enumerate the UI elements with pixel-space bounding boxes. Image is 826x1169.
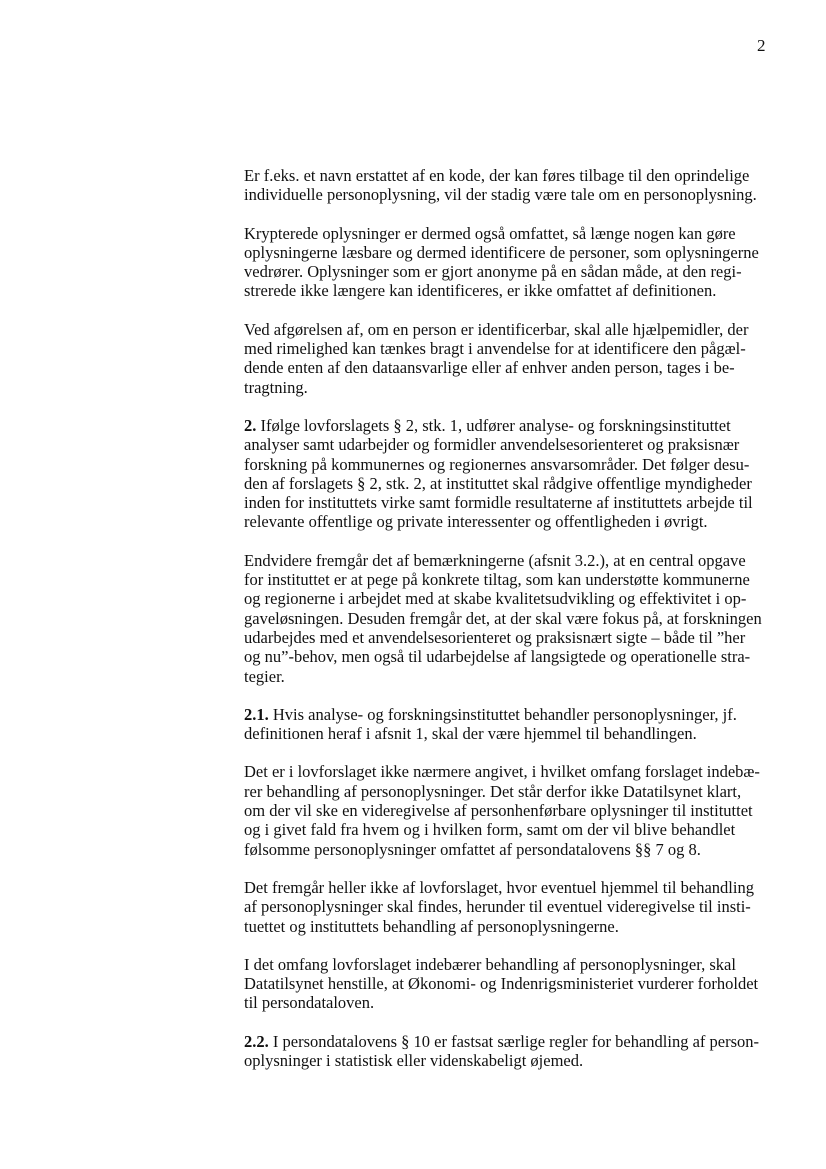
text-line: strerede ikke længere kan identificeres, er ikke omfattet af definitionen. [244,281,717,301]
text-line [244,705,774,724]
text-line: for instituttet er at pege på konkrete tiltag, som kan understøtte kommunerne [244,570,750,590]
document-body [244,166,774,1089]
paragraph [244,320,774,397]
paragraph [244,878,774,936]
text-run: Hvis analyse- og forskningsinstituttet behandler personoplysninger, jf. [268,704,737,724]
text-line: Er f.eks. et navn erstattet af en kode, der kan føres tilbage til den oprindelige [244,166,750,185]
text-line [244,1032,774,1051]
text-line: om der vil ske en videregivelse af personhenførbare oplysninger til instituttet [244,801,753,821]
paragraph [244,224,774,301]
text-line: tragtning. [244,377,308,397]
text-line: oplysningerne læsbare og dermed identificere de personer, som oplysningerne [244,242,759,262]
text-line: dende enten af den dataansvarlige eller af enhver anden person, tages i be- [244,358,735,378]
section-number: 2. [244,415,257,435]
text-line: Ved afgørelsen af, om en person er identificerbar, skal alle hjælpemidler, der [244,319,749,339]
text-line: Det er i lovforslaget ikke nærmere angivet, i hvilket omfang forslaget indebæ- [244,762,760,782]
text-line: Krypterede oplysninger er dermed også omfattet, så længe nogen kan gøre [244,223,736,243]
section-number: 2.1. [244,704,269,724]
paragraph [244,166,774,205]
text-line: af personoplysninger skal findes, herunder til eventuel videregivelse til insti- [244,897,751,917]
text-line: oplysninger i statistisk eller videnskabeligt øjemed. [244,1050,584,1070]
text-line: individuelle personoplysning, vil der stadig være tale om en personoplysning. [244,185,757,205]
paragraph [244,955,774,1013]
text-line: Datatilsynet henstille, at Økonomi- og Indenrigsministeriet vurderer forholdet [244,974,759,994]
text-line: udarbejdes med et anvendelsesorienteret og praksisnært sigte – både til ”her [244,627,746,647]
text-line: og regionerne i arbejdet med at skabe kvalitetsudvikling og effektivitet i op- [244,589,747,609]
text-line: vedrører. Oplysninger som er gjort anonyme på en sådan måde, at den regi- [244,262,742,282]
text-line: Endvidere fremgår det af bemærkningerne (afsnit 3.2.), at en central opgave [244,550,746,570]
text-line: den af forslagets § 2, stk. 2, at instituttet skal rådgive offentlige myndigheder [244,473,752,493]
text-line: tegier. [244,666,285,686]
text-line: og i givet fald fra hvem og i hvilken form, samt om der vil blive behandlet [244,820,736,840]
text-line: til persondataloven. [244,993,375,1013]
text-line: og nu”-behov, men også til udarbejdelse af langsigtede og operationelle stra- [244,647,751,667]
section-2-2-paragraph [244,1032,774,1071]
text-line: følsomme personoplysninger omfattet af persondatalovens §§ 7 og 8. [244,839,701,859]
text-line [244,416,774,435]
text-line: analyser samt udarbejder og formidler anvendelsesorienteret og praksisnær [244,435,740,455]
text-run: Ifølge lovforslagets § 2, stk. 1, udfører analyse- og forskningsinstituttet [256,415,731,435]
page-number: 2 [757,36,766,55]
text-run: I persondatalovens § 10 er fastsat særlige regler for behandling af person- [268,1031,760,1051]
section-2-paragraph [244,416,774,532]
text-line: relevante offentlige og private interessenter og offentligheden i øvrigt. [244,512,708,532]
text-line: inden for instituttets virke samt formidle resultaterne af instituttets arbejde til [244,493,753,513]
paragraph [244,551,774,686]
text-line: definitionen heraf i afsnit 1, skal der være hjemmel til behandlingen. [244,724,697,744]
text-line: tuettet og instituttets behandling af personoplysningerne. [244,916,619,936]
text-line: Det fremgår heller ikke af lovforslaget, hvor eventuel hjemmel til behandling [244,877,754,897]
text-line: forskning på kommunernes og regionernes ansvarsområder. Det følger desu- [244,454,750,474]
paragraph [244,762,774,858]
text-line: I det omfang lovforslaget indebærer behandling af personoplysninger, skal [244,954,736,974]
section-number: 2.2. [244,1031,269,1051]
text-line: med rimelighed kan tænkes bragt i anvendelse for at identificere den pågæl- [244,339,746,359]
text-line: gaveløsningen. Desuden fremgår det, at der skal være fokus på, at forskningen [244,608,762,628]
section-2-1-paragraph [244,705,774,744]
text-line: rer behandling af personoplysninger. Det står derfor ikke Datatilsynet klart, [244,781,742,801]
